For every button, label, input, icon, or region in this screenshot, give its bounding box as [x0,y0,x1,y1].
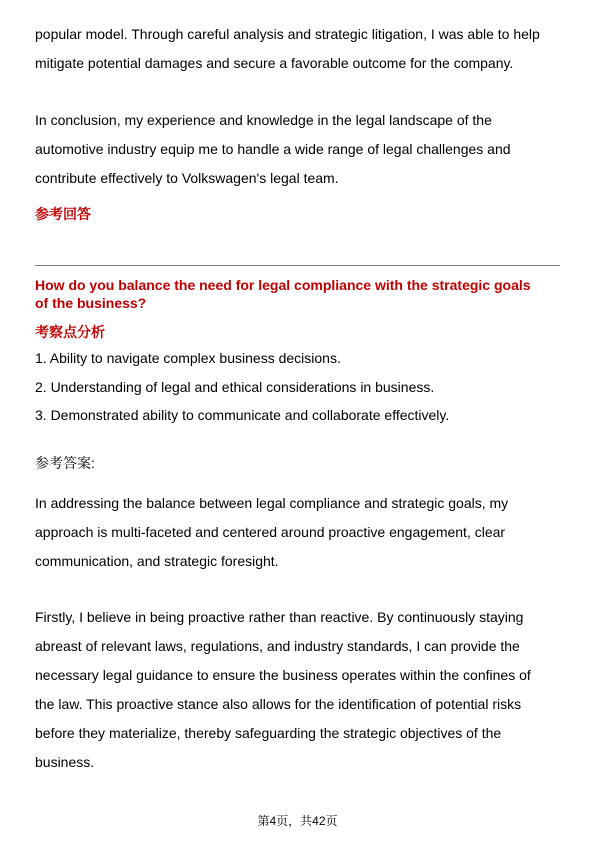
paragraph-line: the law. This proactive stance also allows for the identification of potential risks [35,696,522,712]
paragraph-line: abreast of relevant laws, regulations, and industry standards, I can provide the [35,638,520,654]
paragraph-line: Firstly, I believe in being proactive rather than reactive. By continuously staying [35,609,524,625]
paragraph-line: business. [35,754,95,770]
conclusion-paragraph [35,106,563,193]
paragraph-line: approach is multi-faceted and centered around proactive engagement, clear [35,524,506,540]
paragraph-line: In addressing the balance between legal compliance and strategic goals, my [35,495,509,511]
paragraph-line: contribute effectively to Volkswagen's legal team. [35,170,339,186]
paragraph-line: communication, and strategic foresight. [35,553,279,569]
assessment-points-label: 考察点分析 [35,324,105,340]
paragraph-line: before they materialize, thereby safeguarding the strategic objectives of the [35,725,502,741]
paragraph-line: In conclusion, my experience and knowledge in the legal landscape of the [35,112,492,128]
assessment-points-list [35,344,563,430]
intro-paragraph [35,20,563,78]
question-line: of the business? [35,295,147,311]
paragraph-line: popular model. Through careful analysis and strategic litigation, I was able to help [35,26,540,42]
answer-paragraph-2 [35,603,563,777]
paragraph-line: automotive industry equip me to handle a wide range of legal challenges and [35,141,511,157]
answer-label: 参考答案: [35,455,95,471]
page-number-footer: 第4页，共42页 [257,814,338,828]
answer-paragraph-1 [35,489,563,576]
question-heading [35,276,563,312]
list-item: 1. Ability to navigate complex business decisions. [35,350,341,366]
paragraph-line: mitigate potential damages and secure a favorable outcome for the company. [35,55,514,71]
paragraph-line: necessary legal guidance to ensure the business operates within the confines of [35,667,531,683]
section-divider [35,265,560,266]
question-line: How do you balance the need for legal compliance with the strategic goals [35,277,531,293]
list-item: 3. Demonstrated ability to communicate and collaborate effectively. [35,407,450,423]
reference-answer-label: 参考回答 [35,206,91,222]
list-item: 2. Understanding of legal and ethical considerations in business. [35,378,435,395]
